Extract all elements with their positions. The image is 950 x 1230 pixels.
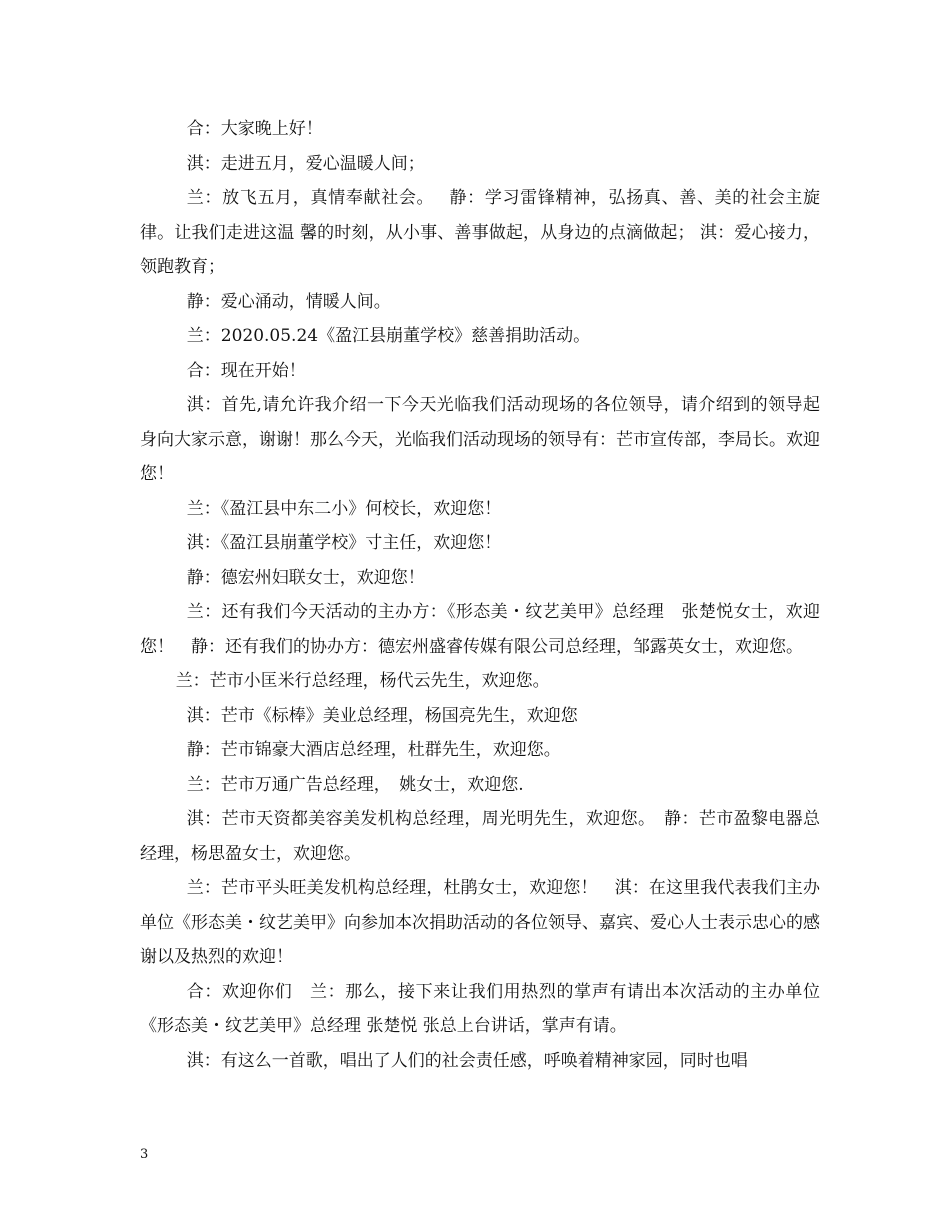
paragraph: 兰：还有我们今天活动的主办方：《形态美・纹艺美甲》总经理 张楚悦女士，欢迎您！ 静：还有我们的协办方：德宏州盛睿传媒有限公司总经理，邹露英女士，欢迎您。 [140, 602, 820, 657]
paragraph: 静：芒市锦豪大酒店总经理，杜群先生，欢迎您。 [186, 740, 561, 760]
paragraph: 淇：芒市天资都美容美发机构总经理，周光明先生，欢迎您。 静：芒市盈黎电器总经理，杨思盈女士，欢迎您。 [140, 809, 820, 864]
paragraph: 合：欢迎你们 兰：那么，接下来让我们用热烈的掌声有请出本次活动的主办单位《形态美・纹艺美甲》总经理 张楚悦 张总上台讲话，掌声有请。 [140, 981, 820, 1036]
paragraph: 淇：《盈江县崩董学校》寸主任，欢迎您！ [186, 533, 502, 553]
paragraph: 兰：芒市万通广告总经理， 姚女士，欢迎您. [186, 774, 524, 795]
paragraph: 兰：2020.05.24《盈江县崩董学校》慈善捐助活动。 [186, 326, 591, 346]
page-number: 3 [140, 1147, 149, 1162]
paragraph: 合：大家晚上好！ [186, 119, 323, 139]
paragraph: 兰：芒市平头旺美发机构总经理，杜鹃女士，欢迎您！ 淇：在这里我代表我们主办单位《形态美・纹艺美甲》向参加本次捐助活动的各位领导、嘉宾、爱心人士表示忠心的感谢以及热烈的欢迎！ [140, 878, 820, 967]
paragraph: 淇：首先,请允许我介绍一下今天光临我们活动现场的各位领导，请介绍到的领导起身向大家示意，谢谢！那么今天，光临我们活动现场的领导有：芒市宣传部，李局长。欢迎您！ [140, 395, 820, 484]
paragraph: 静：德宏州妇联女士，欢迎您！ [186, 567, 425, 588]
paragraph: 淇：芒市《标棒》美业总经理，杨国亮先生，欢迎您 [186, 705, 578, 726]
body-text [140, 112, 820, 1078]
paragraph: 合：现在开始！ [186, 360, 306, 381]
paragraph: 兰：放飞五月，真情奉献社会。 静：学习雷锋精神，弘扬真、善、美的社会主旋律。让我们走进这温 馨的时刻，从小事、善事做起，从身边的点滴做起； 淇：爱心接力，领跑教育； [140, 188, 820, 277]
paragraph: 兰：芒市小匡米行总经理，杨代云先生，欢迎您。 [175, 671, 550, 691]
paragraph: 淇：有这么一首歌，唱出了人们的社会责任感，呼唤着精神家园，同时也唱 [186, 1050, 748, 1071]
paragraph: 静：爱心涌动，情暖人间。 [186, 291, 391, 312]
paragraph: 淇：走进五月，爱心温暖人间； [186, 153, 425, 174]
paragraph: 兰：《盈江县中东二小》何校长，欢迎您！ [186, 498, 502, 519]
